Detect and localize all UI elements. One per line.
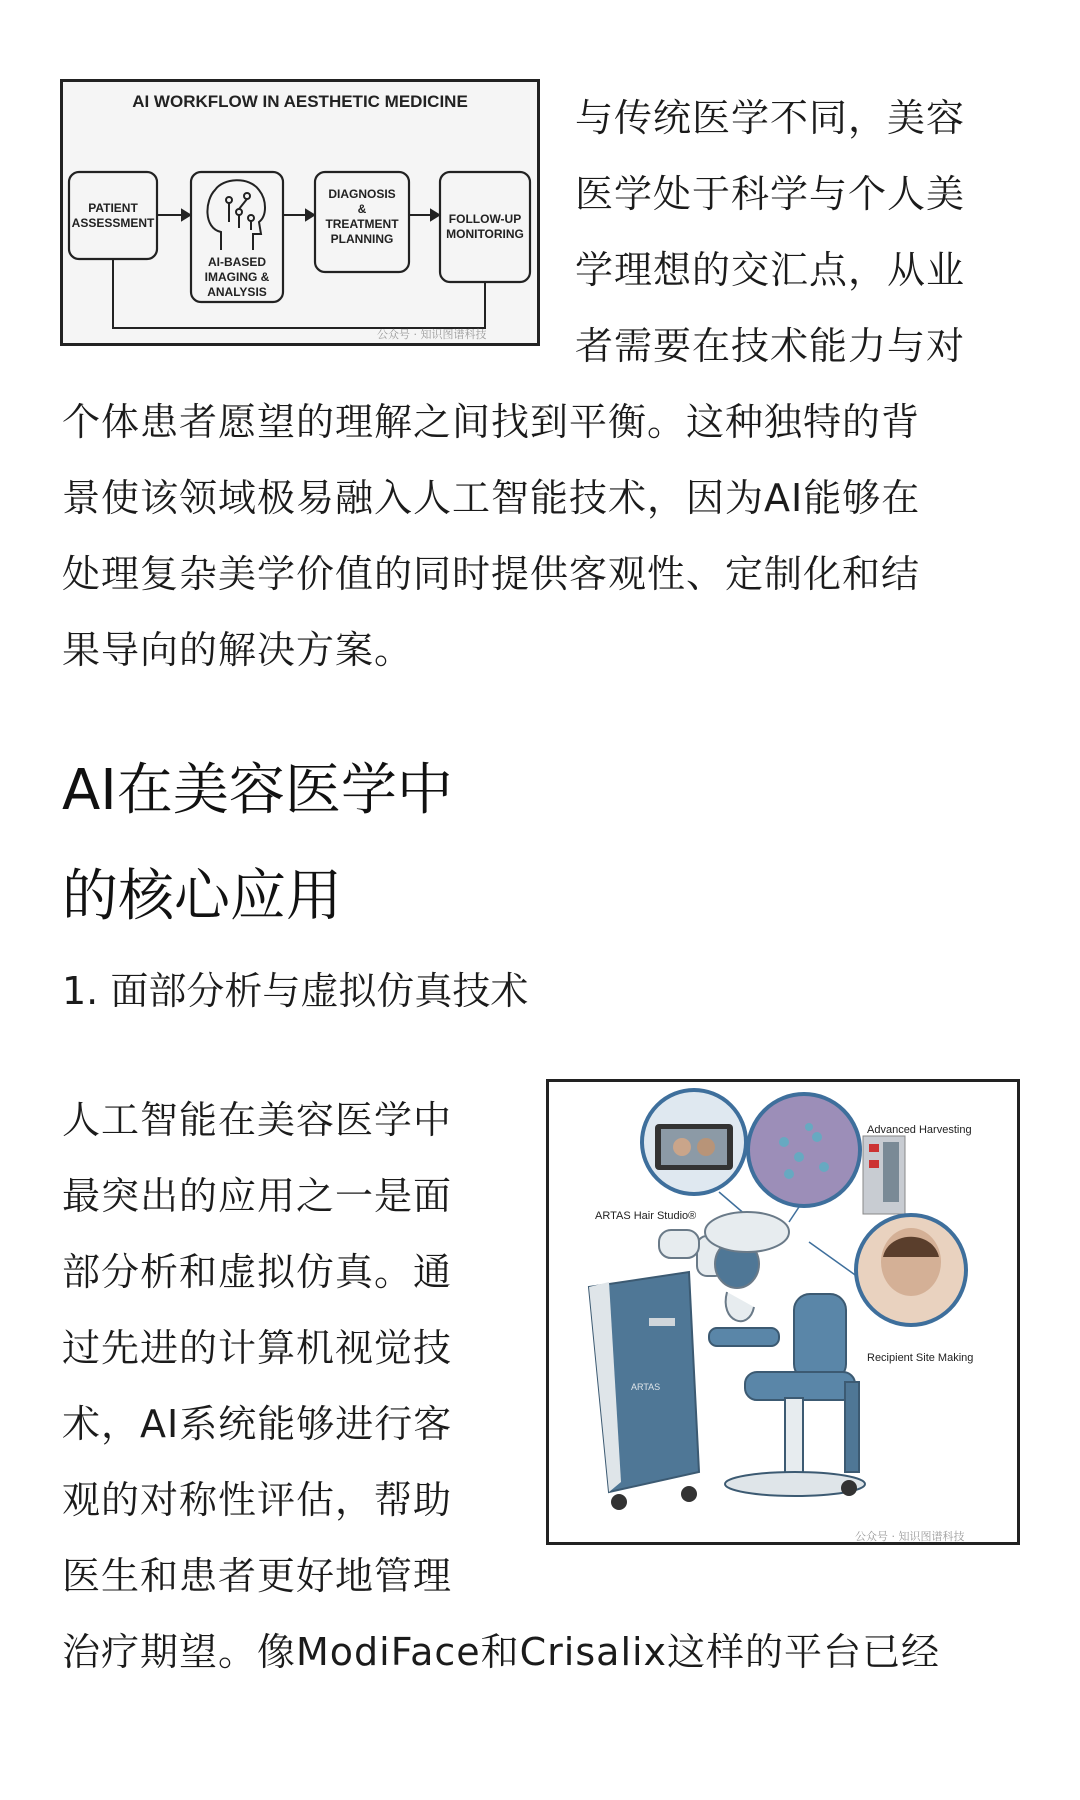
text-line: 最突出的应用之一是面: [62, 1174, 453, 1218]
section-heading: [62, 738, 453, 950]
patient-chair: [709, 1294, 865, 1496]
harvesting-label: Advanced Harvesting: [867, 1124, 972, 1136]
brand-label: ARTAS: [631, 1382, 661, 1392]
step-label-patient-assessment: PATIENT ASSESSMENT: [71, 201, 155, 230]
text-line: 学理想的交汇点，从业: [575, 248, 966, 292]
watermark: 公众号 · 知识图谱科技: [855, 1530, 965, 1543]
text-line: 医学处于科学与个人美: [575, 172, 966, 216]
artas-illustration: [549, 1082, 1017, 1542]
text-line: 术，AI系统能够进行客: [62, 1402, 453, 1446]
text-line: 医生和患者更好地管理: [62, 1554, 453, 1598]
heading-line: AI在美容医学中: [62, 758, 453, 823]
text-line: 个体患者愿望的理解之间找到平衡。这种独特的背: [62, 400, 921, 444]
text-line: 景使该领域极易融入人工智能技术，因为AI能够在: [62, 476, 921, 520]
text-line: 者需要在技术能力与对: [575, 324, 966, 368]
recipient-label: Recipient Site Making: [867, 1352, 974, 1364]
text-line: 果导向的解决方案。: [62, 628, 414, 672]
harvesting-circle: [748, 1094, 860, 1206]
watermark: 公众号 · 知识图谱科技: [377, 328, 487, 341]
text-line: 人工智能在美容医学中: [62, 1098, 453, 1142]
step-label-follow-up: FOLLOW-UP MONITORING: [446, 212, 524, 241]
text-line: 过先进的计算机视觉技: [62, 1326, 453, 1370]
subsection-heading: 1. 面部分析与虚拟仿真技术: [62, 969, 529, 1013]
studio-label: ARTAS Hair Studio®: [595, 1210, 697, 1222]
intro-wrap-lines: [575, 80, 965, 384]
artas-system-figure: [546, 1079, 1020, 1545]
ai-workflow-figure: [60, 79, 540, 346]
feedback-loop-line: [113, 260, 485, 328]
text-line: 处理复杂美学价值的同时提供客观性、定制化和结: [62, 552, 921, 596]
text-line: 与传统医学不同，美容: [575, 96, 966, 140]
intro-full-lines: [62, 384, 920, 688]
step-label-ai-imaging: AI-BASED IMAGING & ANALYSIS: [204, 255, 270, 299]
text-line: 观的对称性评估，帮助: [62, 1478, 453, 1522]
text-line: 部分析和虚拟仿真。通: [62, 1250, 453, 1294]
text-line: 治疗期望。像ModiFace和Crisalix这样的平台已经: [62, 1630, 941, 1674]
figure-title: AI WORKFLOW IN AESTHETIC MEDICINE: [132, 92, 468, 111]
step-label-diagnosis: DIAGNOSIS & TREATMENT PLANNING: [325, 187, 399, 246]
heading-line: 的核心应用: [62, 864, 342, 929]
